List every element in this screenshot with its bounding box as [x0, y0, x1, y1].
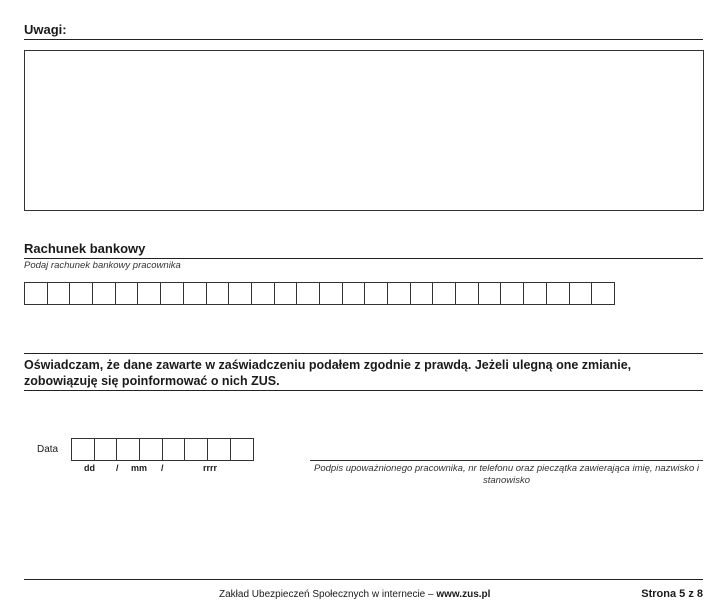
remarks-title: Uwagi: [24, 22, 67, 37]
bank-account-digit-cell[interactable] [251, 282, 275, 305]
bank-account-title: Rachunek bankowy [24, 241, 146, 256]
bank-account-digit-cell[interactable] [274, 282, 298, 305]
date-digit-cell[interactable] [184, 438, 208, 461]
declaration-bottom-rule [24, 390, 703, 391]
date-digit-cell[interactable] [162, 438, 186, 461]
bank-account-digit-cell[interactable] [160, 282, 184, 305]
date-digit-cell[interactable] [230, 438, 254, 461]
bank-account-digit-cell[interactable] [296, 282, 320, 305]
date-digit-cell[interactable] [139, 438, 163, 461]
footer-url-link[interactable]: www.zus.pl [436, 589, 491, 600]
bank-account-digit-cell[interactable] [500, 282, 524, 305]
bank-account-digit-cell[interactable] [478, 282, 502, 305]
footer-org-text [219, 589, 490, 600]
date-hint-yyyy: rrrr [203, 463, 218, 473]
date-hint-dd: dd [84, 463, 95, 473]
bank-account-digit-cell[interactable] [137, 282, 161, 305]
bank-account-digit-cell[interactable] [228, 282, 252, 305]
remarks-title-rule [24, 39, 703, 40]
date-digit-cell[interactable] [71, 438, 95, 461]
bank-account-digit-cell[interactable] [342, 282, 366, 305]
bank-account-digit-cell[interactable] [455, 282, 479, 305]
bank-account-digit-cell[interactable] [92, 282, 116, 305]
bank-account-digit-cell[interactable] [387, 282, 411, 305]
bank-account-digit-cell[interactable] [115, 282, 139, 305]
bank-account-digit-cell[interactable] [364, 282, 388, 305]
bank-account-digit-cell[interactable] [319, 282, 343, 305]
bank-account-title-rule [24, 258, 703, 259]
footer-rule [24, 579, 703, 580]
date-digit-cell[interactable] [207, 438, 231, 461]
date-hint-mm: mm [131, 463, 148, 473]
bank-account-digit-cell[interactable] [523, 282, 547, 305]
bank-account-digit-cell[interactable] [432, 282, 456, 305]
declaration-text: Oświadczam, że dane zawarte w zaświadczeniu podałem zgodnie z prawdą. Jeżeli ulegną one zmianie, zobowiązuję się poinformować o nich ZUS. [24, 358, 632, 388]
bank-account-digit-cell[interactable] [47, 282, 71, 305]
date-digit-cell[interactable] [116, 438, 140, 461]
bank-account-digit-cell[interactable] [591, 282, 615, 305]
date-digit-cell[interactable] [94, 438, 118, 461]
bank-account-digit-cell[interactable] [206, 282, 230, 305]
date-label: Data [37, 444, 59, 455]
page-number: Strona 5 z 8 [641, 588, 703, 600]
remarks-textarea[interactable] [24, 50, 704, 211]
date-input[interactable] [71, 438, 254, 461]
bank-account-digit-cell[interactable] [24, 282, 48, 305]
signature-caption: Podpis upoważnionego pracownika, nr telefonu oraz pieczątka zawierająca imię, nazwisko i stanowisko [314, 463, 699, 486]
bank-account-digit-cell[interactable] [410, 282, 434, 305]
signature-line[interactable] [310, 460, 703, 461]
bank-account-input[interactable] [24, 282, 615, 305]
bank-account-digit-cell[interactable] [569, 282, 593, 305]
bank-account-hint: Podaj rachunek bankowy pracownika [24, 260, 181, 271]
date-hint-sep1: / [116, 463, 119, 473]
bank-account-digit-cell[interactable] [69, 282, 93, 305]
bank-account-digit-cell[interactable] [546, 282, 570, 305]
footer-org-label: Zakład Ubezpieczeń Społecznych w internecie – [219, 589, 437, 600]
bank-account-digit-cell[interactable] [183, 282, 207, 305]
declaration-top-rule [24, 353, 703, 354]
date-hint-sep2: / [161, 463, 164, 473]
